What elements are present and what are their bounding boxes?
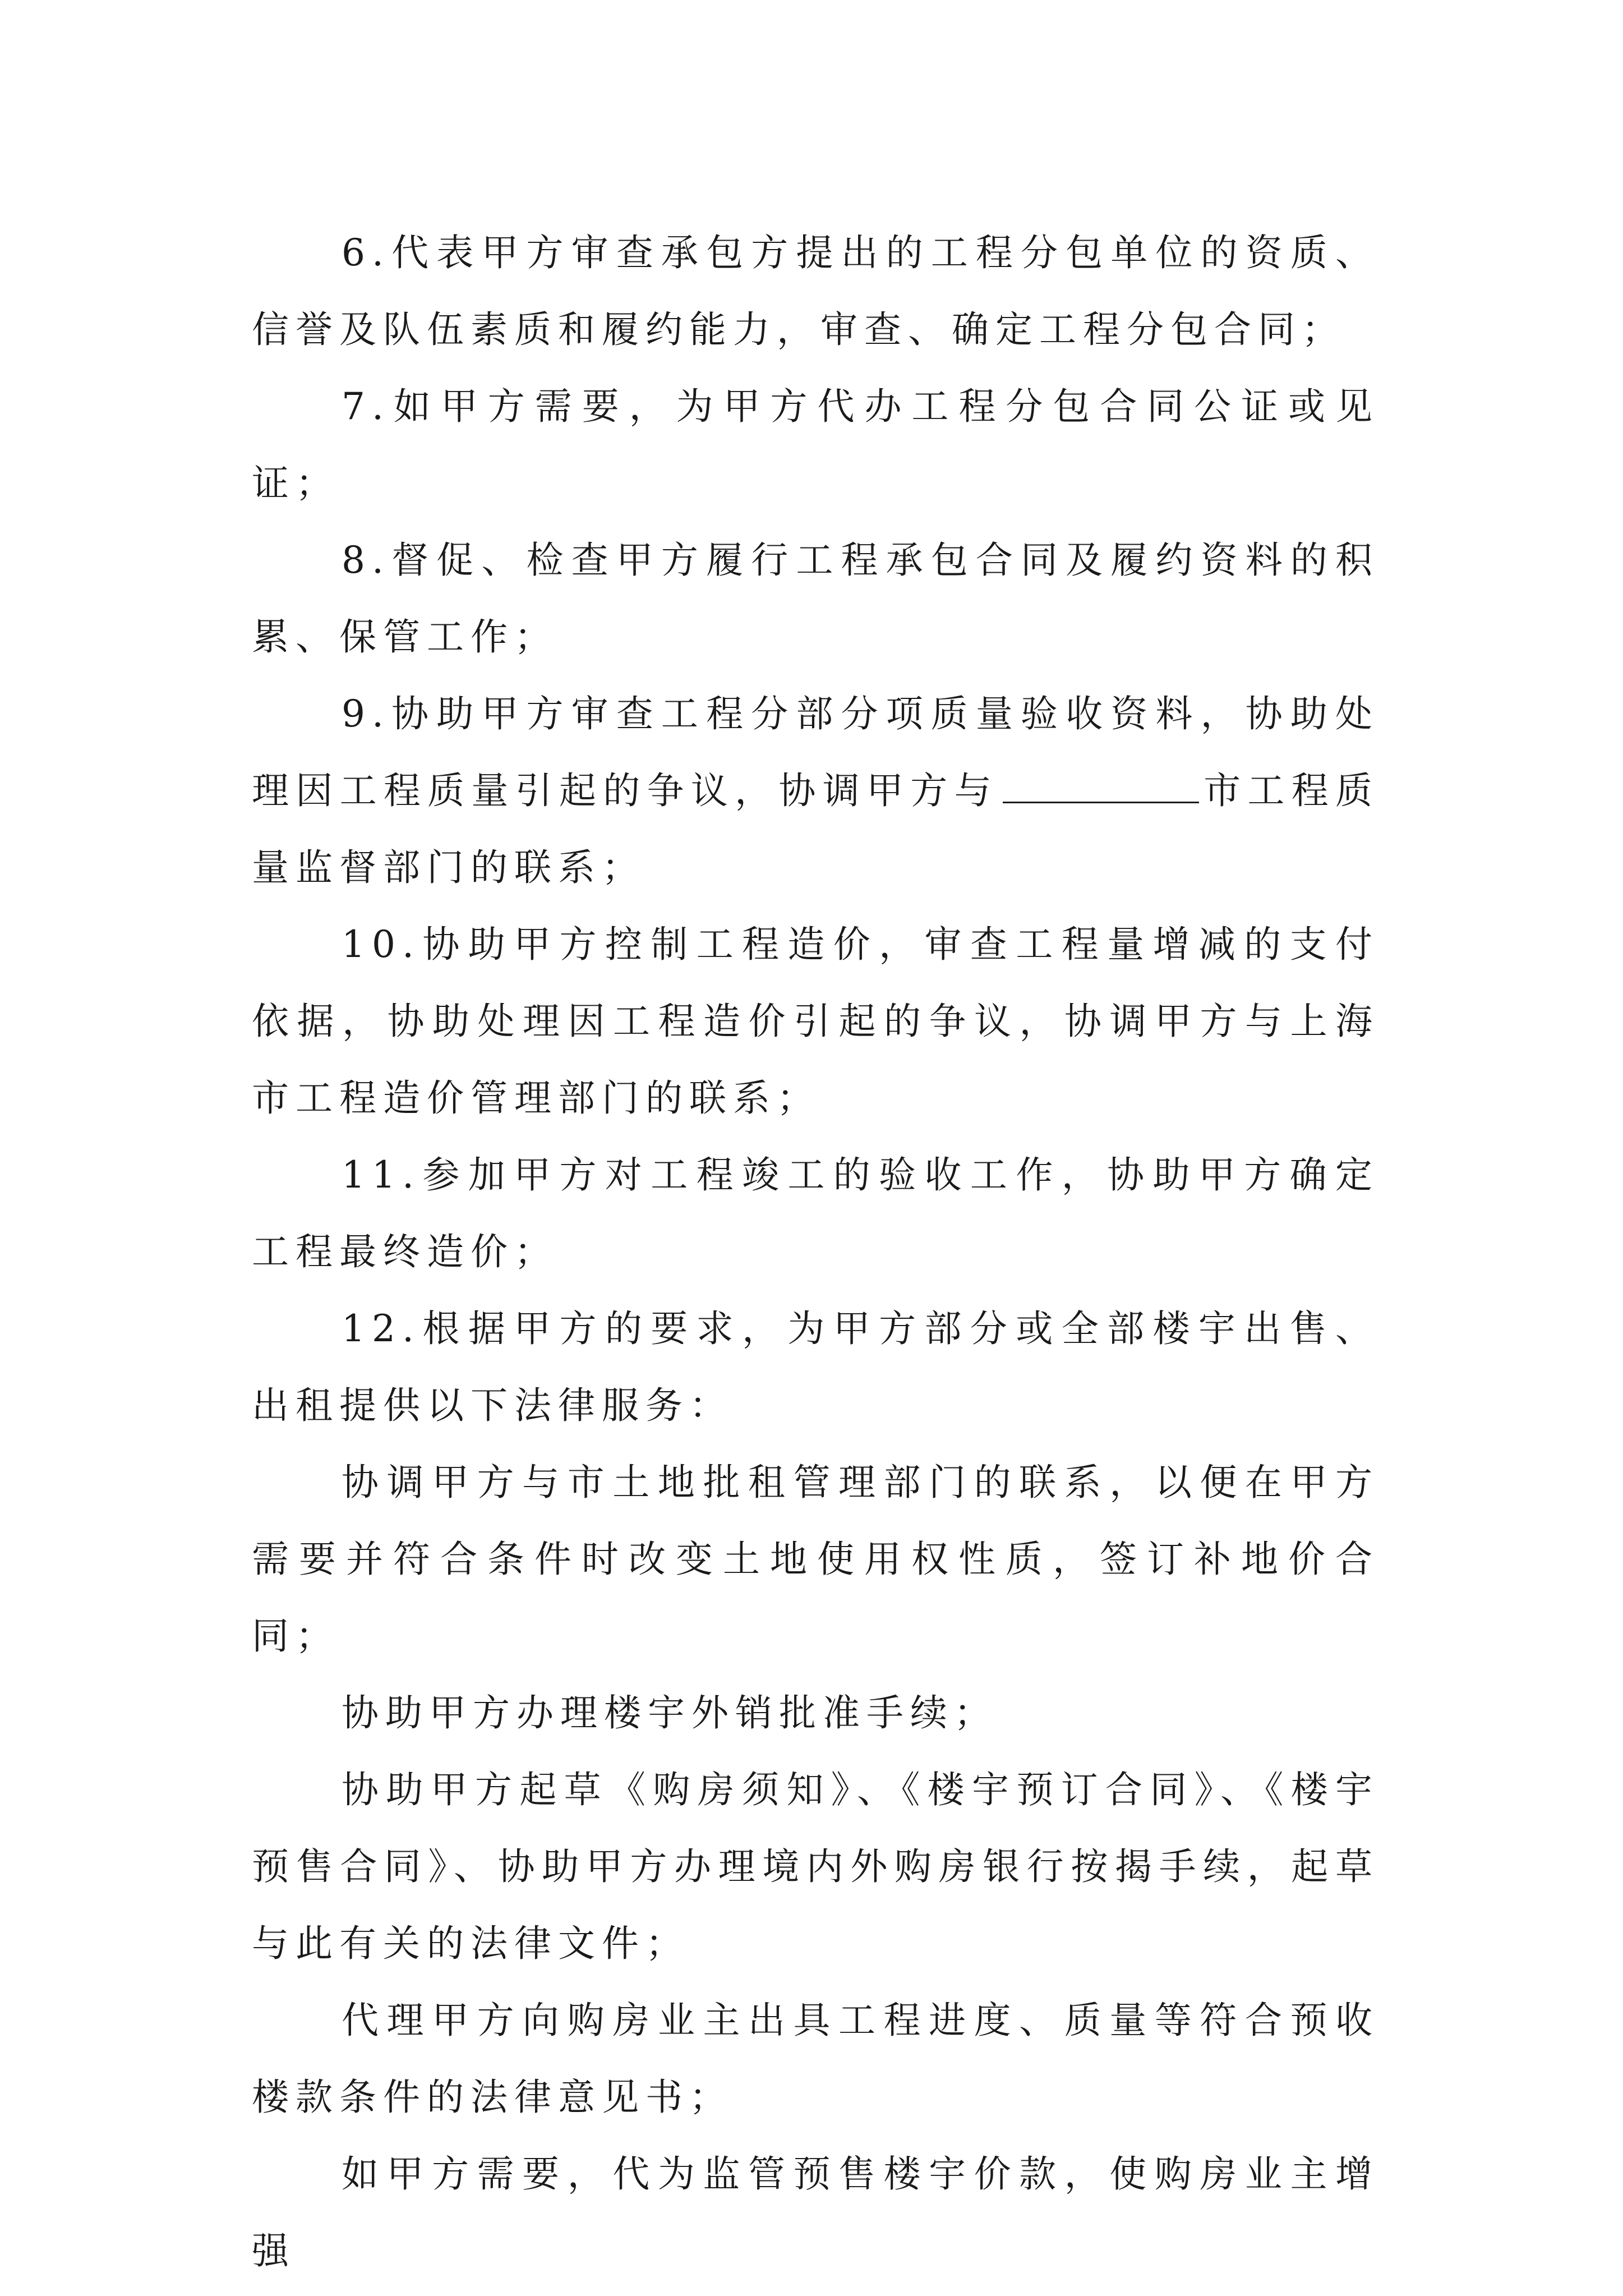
paragraph-12: 12.根据甲方的要求，为甲方部分或全部楼宇出售、出租提供以下法律服务： (252, 1307, 1379, 1427)
paragraph-12-item-opinion: 代理甲方向购房业主出具工程进度、质量等符合预收楼款条件的法律意见书； (252, 1999, 1379, 2119)
paragraph-11: 11.参加甲方对工程竣工的验收工作，协助甲方确定工程最终造价； (252, 1153, 1379, 1273)
paragraph-8: 8.督促、检查甲方履行工程承包合同及履约资料的积累、保管工作； (252, 539, 1379, 659)
paragraph-12-item-escrow: 如甲方需要，代为监管预售楼宇价款，使购房业主增强 (252, 2152, 1379, 2272)
paragraph-12-item-approval: 协助甲方办理楼宇外销批准手续； (342, 1691, 998, 1734)
paragraph-10: 10.协助甲方控制工程造价，审查工程量增减的支付依据，协助处理因工程造价引起的争议，协调甲方与上海市工程造价管理部门的联系； (252, 923, 1379, 1120)
paragraph-9-text-after: 市工程质量监督部门的联系； (252, 769, 1380, 889)
fill-in-blank (1003, 762, 1199, 803)
paragraph-12-item-drafting: 协助甲方起草《购房须知》、《楼宇预订合同》、《楼宇预售合同》、协助甲方办理境内外购房银行按揭手续，起草与此有关的法律文件； (252, 1768, 1379, 1965)
paragraph-9 (252, 675, 1379, 906)
paragraph-9-text-before: 9.协助甲方审查工程分部分项质量验收资料，协助处理因工程质量引起的争议，协调甲方与 (252, 692, 1379, 812)
document-body (252, 214, 1379, 2289)
paragraph-7: 7.如甲方需要，为甲方代办工程分包合同公证或见证； (252, 385, 1379, 505)
paragraph-12-item-land: 协调甲方与市土地批租管理部门的联系，以便在甲方需要并符合条件时改变土地使用权性质，签订补地价合同； (252, 1461, 1379, 1658)
paragraph-6: 6.代表甲方审查承包方提出的工程分包单位的资质、信誉及队伍素质和履约能力，审查、确定工程分包合同； (252, 231, 1379, 351)
